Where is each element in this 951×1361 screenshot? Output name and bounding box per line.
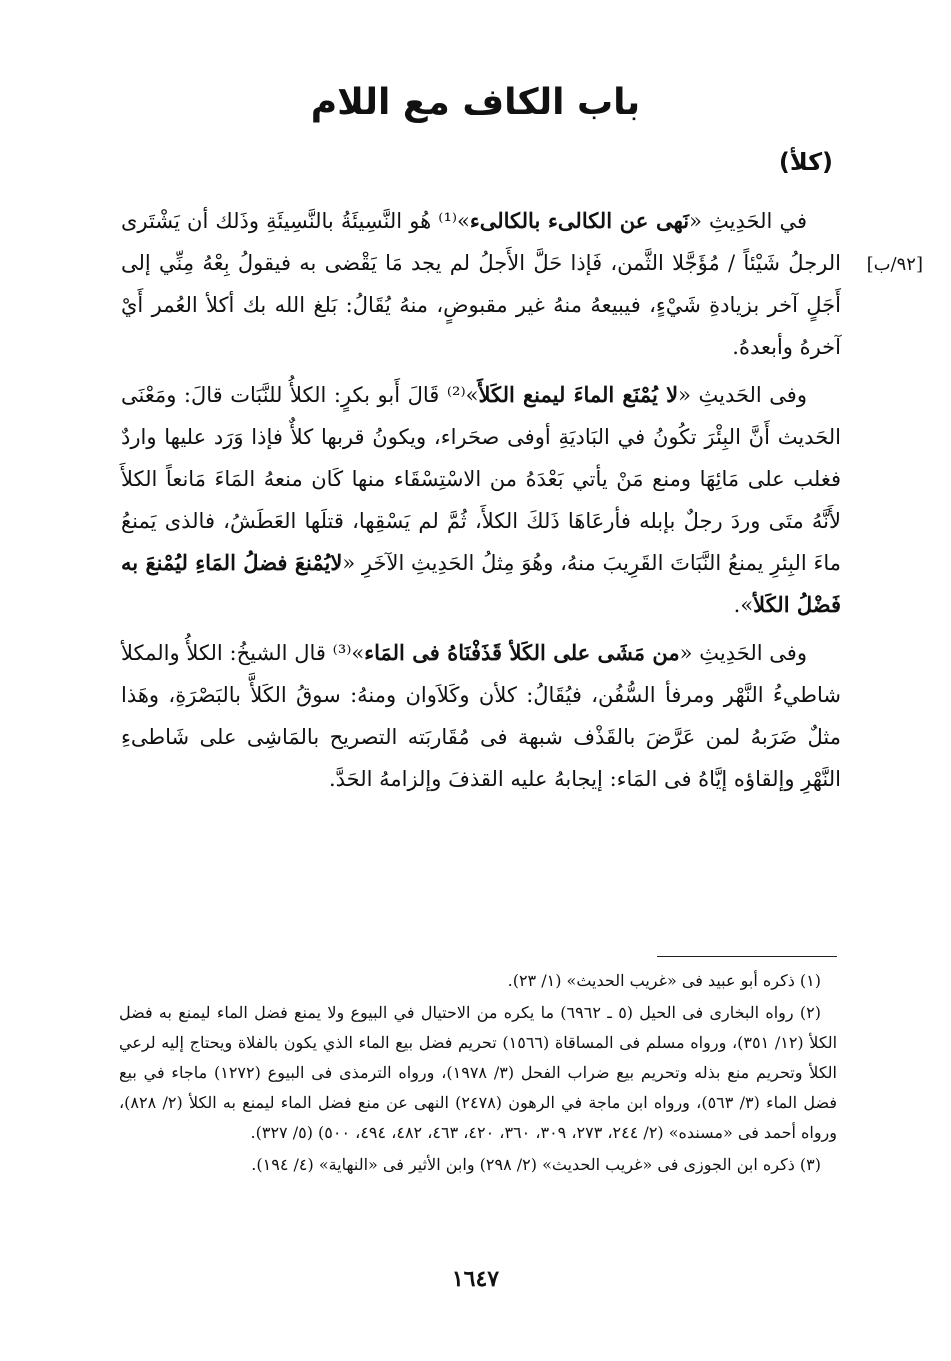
paragraph-3-intro: وفى الحَدِيثِ «: [679, 641, 807, 665]
footnotes: [119, 966, 837, 1182]
footnote-1: (١) ذكره أبو عبيد فى «غريب الحديث» (١/ ٢٣).: [507, 971, 821, 990]
footnote-2: (٢) رواه البخارى فى الحيل (٥ ـ ٦٩٦٢) ما يكره من الاحتيال في البيوع ولا يمنع فضل الماء ليمنع به فضل الكلأ (١٢/ ٣٥١)، ورواه مسلم فى المساقاة (١٥٦٦) تحريم فضل بيع الماء الذي يكون بالفلاة ويحتاج إليه لرعي الكلأ وتحريم منع بذله وتحريم بيع ضراب الفحل (٣/ ١٩٧٨)، ورواه الترمذى فى البيوع (١٢٧٢) ماجاء في بيع فضل الماء (٣/ ٥٦٣)، ورواه ابن ماجة في الرهون (٢٤٧٨) النهى عن منع فضل الماء ليمنع به الكلأ (٢/ ٨٢٨)، ورواه أحمد فى «مسنده» (٢/ ٢٤٤، ٢٧٣، ٣٠٩، ٣٦٠، ٤٢٠، ٤٦٣، ٤٨٢، ٤٩٤، ٥٠٠) (٥/ ٣٢٧).: [119, 1003, 838, 1142]
paragraph-2-intro: وفى الحَديثِ «: [678, 383, 807, 407]
hadith-quote-3: من مَشَى على الكَلأ قَذَفْنَاهُ فى المَاء: [364, 640, 680, 665]
paragraph-2-end: ».: [733, 593, 754, 617]
entry-word: (كلأ): [778, 148, 833, 176]
page-number: ١٦٤٧: [451, 1266, 500, 1292]
chapter-title: باب الكاف مع اللام: [310, 82, 641, 123]
paragraph-2-text: »⁽²⁾ قَالَ أَبو بكرٍ: الكلأُ للنَّبَات قالَ: ومَعْنَى الحَديث أَنَّ البِئْرَ تكُونُ في البَاديَةِ أوفى صحَراء، ويكونُ قربها كلأٌ فإذا وَرَد عليها واردٌ فغلب على مَائِهَا ومنع مَنْ يأتي بَعْدَهُ من الاسْتِسْقَاء منها كَان منعهُ المَاءَ مَانعاً الكلأَ لأَنَّهُ متَى وردَ رجلٌ بإبله فأرعَاهَا ذَلكَ الكلأَ، ثُمَّ لم يَسْقِها، قتلَها العَطَشُ، فالذى يَمنعُ ماءَ البِئرِ يمنعُ النَّبَاتَ القَرِيبَ منهُ، وهُوَ مِثلُ الحَدِيثِ الآخَرِ «: [121, 383, 841, 575]
paragraph-1-text: »⁽¹⁾ هُو النَّسِيئَةُ بالنَّسِيئَةِ وذَلك أن يَشْتَرى الرجلُ شَيْئاً / مُؤَجَّلا الثَّمن، فَإذا حَلَّ الأَجلُ لم يجد مَا يَقْضى به فيقولُ بِعْهُ مِنِّي إلى أَجَلٍ آخر بزيادةِ شَيْءٍ، فيبيعهُ منهُ غير مقبوضٍ، منهُ يُقَالُ: بَلغ الله بك أكلأ العُمر أَيْ آخرهُ وأبعدهُ.: [121, 209, 841, 359]
hadith-quote-2: لا يُمْنَع الماءَ ليمنع الكَلأَ: [478, 382, 679, 407]
paragraph-1-intro: في الحَدِيثِ «: [689, 209, 807, 233]
main-text: [121, 200, 841, 806]
paragraph-3-text: »⁽³⁾ قال الشيخُ: الكلأُ والمكلأ شاطيءُ النَّهْر ومرفأ السُّفُن، فيُقَالُ: كلأن وكَلاَوان ومنهُ: سوقُ الكَلأَّ بالبَصْرَةِ، وهَذا مثلٌ ضَرَبهُ لمن عَرَّضَ بالقَذْف شبهة فى مُقَاربَته التصريح بالمَاشِى على شَاطىءِ النَّهْرِ وإلقاؤه إيَّاهُ فى المَاء: إيجابهُ عليه القذفَ وإلزامهُ الحَدَّ.: [121, 641, 841, 791]
footnote-separator: [657, 956, 837, 957]
footnote-3: (٣) ذكره ابن الجوزى فى «غريب الحديث» (٢/ ٢٩٨) وابن الأثير فى «النهاية» (٤/ ١٩٤).: [251, 1155, 821, 1174]
paragraph-2: [121, 374, 841, 626]
margin-folio-note: [٩٢/ب]: [866, 254, 923, 275]
paragraph-1: [121, 200, 841, 368]
hadith-quote-2b: لايُمْنعَ فضلُ المَاءِ ليُمْنعَ به فَضْلُ الكَلأ: [121, 550, 841, 617]
paragraph-3: [121, 632, 841, 800]
hadith-quote-1: نَهى عن الكالىء بالكالىء: [469, 208, 690, 233]
